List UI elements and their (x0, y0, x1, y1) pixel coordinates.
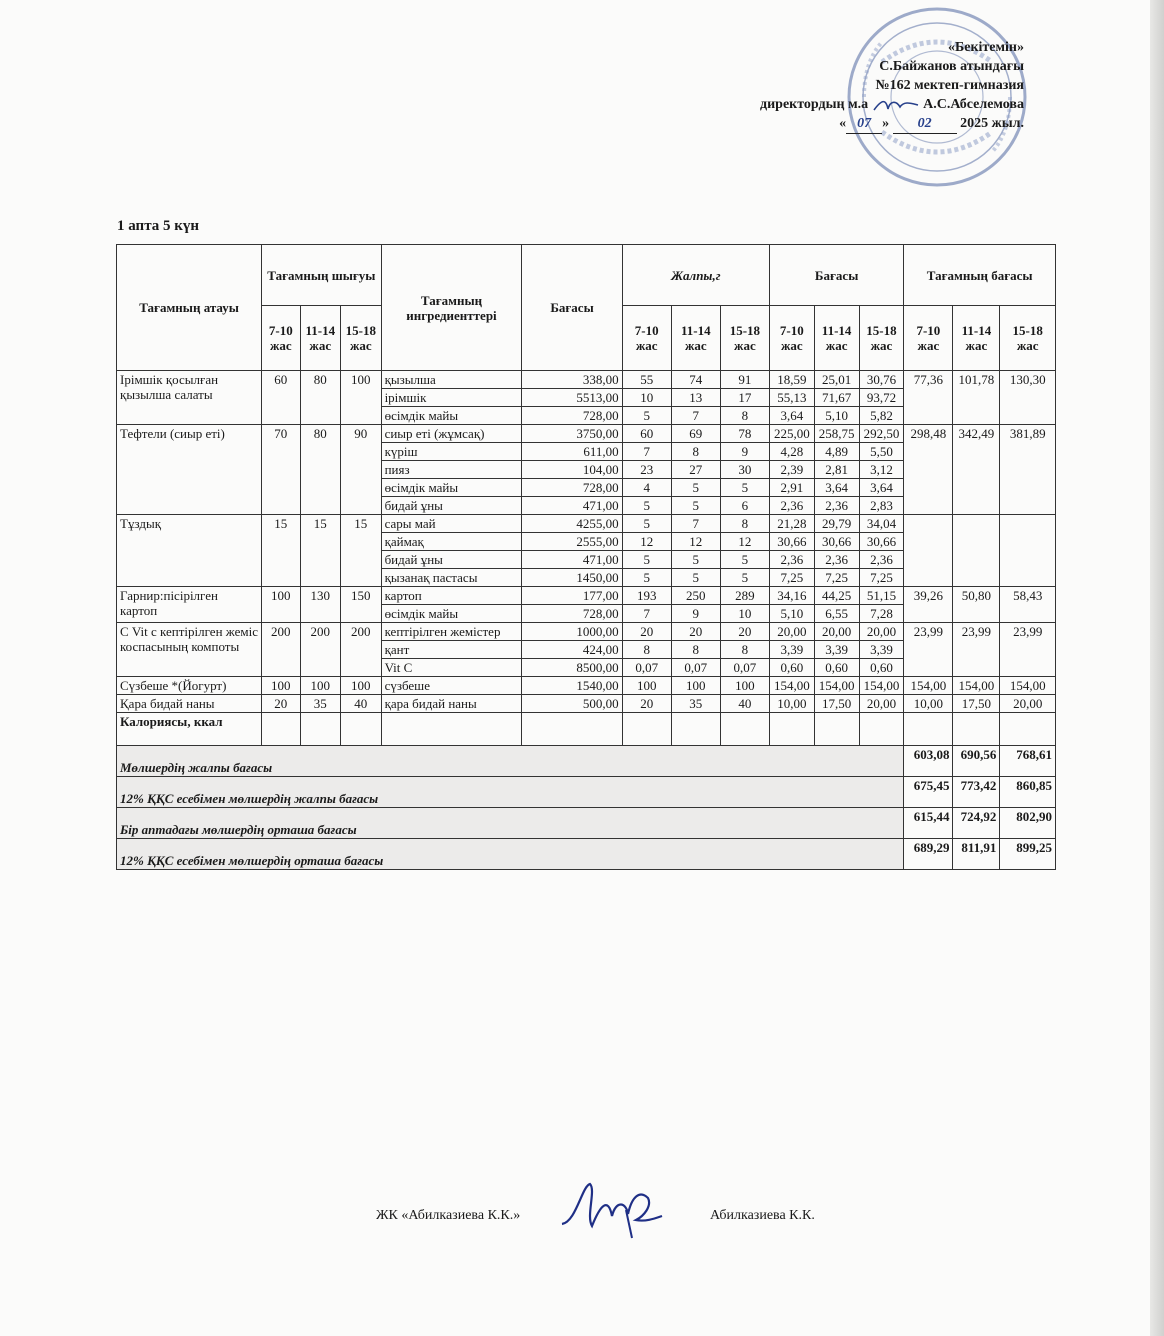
gross-weight: 7 (671, 515, 720, 533)
gross-weight: 60 (622, 425, 671, 443)
dish-total-price: 77,36 (904, 371, 953, 425)
ingredient-name: Vit C (381, 659, 522, 677)
ingredient-cost: 6,55 (814, 605, 859, 623)
page-edge-shadow (1150, 0, 1164, 1336)
empty-cell (622, 713, 671, 746)
empty-cell (720, 713, 769, 746)
ingredient-name: күріш (381, 443, 522, 461)
summary-label: Мөлшердің жалпы бағасы (117, 746, 904, 777)
summary-value: 675,45 (904, 777, 953, 808)
gross-weight: 20 (720, 623, 769, 641)
header-age-9: 7-10 жас (904, 306, 953, 371)
empty-cell (522, 713, 622, 746)
ingredient-cost: 20,00 (859, 695, 904, 713)
ingredient-cost: 154,00 (769, 677, 814, 695)
dish-yield: 100 (262, 677, 300, 695)
ingredient-name: сүзбеше (381, 677, 522, 695)
ingredient-cost: 30,66 (769, 533, 814, 551)
gross-weight: 5 (622, 497, 671, 515)
dish-total-price: 130,30 (1000, 371, 1056, 425)
director-name: А.С.Абселемова (923, 97, 1024, 112)
header-gross-weight: Жалпы,г (622, 245, 769, 306)
ingredient-name: картоп (381, 587, 522, 605)
gross-weight: 8 (671, 641, 720, 659)
calories-row (117, 713, 1056, 746)
ingredient-cost: 21,28 (769, 515, 814, 533)
approval-line-3: №162 мектеп-гимназия (875, 78, 1024, 93)
gross-weight: 23 (622, 461, 671, 479)
ingredient-price: 4255,00 (522, 515, 622, 533)
gross-weight: 5 (671, 479, 720, 497)
gross-weight: 69 (671, 425, 720, 443)
footer-signer-name: Абилказиева К.К. (710, 1208, 815, 1223)
director-signature (872, 97, 920, 113)
ingredient-cost: 34,16 (769, 587, 814, 605)
gross-weight: 100 (671, 677, 720, 695)
ingredient-cost: 4,28 (769, 443, 814, 461)
ingredient-price: 471,00 (522, 551, 622, 569)
ingredient-name: қант (381, 641, 522, 659)
ingredient-price: 8500,00 (522, 659, 622, 677)
entrepreneur-signature (556, 1176, 666, 1242)
gross-weight: 9 (720, 443, 769, 461)
header-age-1: 11-14 жас (300, 306, 341, 371)
ingredient-cost: 2,83 (859, 497, 904, 515)
dish-yield: 35 (300, 695, 341, 713)
ingredient-cost: 5,10 (769, 605, 814, 623)
gross-weight: 5 (622, 551, 671, 569)
gross-weight: 12 (622, 533, 671, 551)
summary-value: 724,92 (953, 808, 1000, 839)
dish-yield: 200 (300, 623, 341, 677)
ingredient-name: кептірілген жемістер (381, 623, 522, 641)
dish-total-price (953, 515, 1000, 587)
gross-weight: 17 (720, 389, 769, 407)
ingredient-price: 104,00 (522, 461, 622, 479)
ingredient-cost: 5,82 (859, 407, 904, 425)
gross-weight: 193 (622, 587, 671, 605)
gross-weight: 289 (720, 587, 769, 605)
ingredient-price: 424,00 (522, 641, 622, 659)
footer-entrepreneur: ЖК «Абилказиева К.К.» (376, 1208, 521, 1223)
gross-weight: 8 (720, 515, 769, 533)
dish-total-price: 20,00 (1000, 695, 1056, 713)
dish-yield: 15 (300, 515, 341, 587)
dish-total-price (1000, 515, 1056, 587)
dish-yield: 150 (341, 587, 382, 623)
summary-value: 768,61 (1000, 746, 1056, 777)
dish-name: Гарнир:пісірілген картоп (117, 587, 262, 623)
dish-name: Сүзбеше *(Йогурт) (117, 677, 262, 695)
gross-weight: 8 (720, 641, 769, 659)
gross-weight: 8 (671, 443, 720, 461)
header-dish-name: Тағамның атауы (117, 245, 262, 371)
ingredient-price: 5513,00 (522, 389, 622, 407)
header-dish-price: Тағамның бағасы (904, 245, 1056, 306)
summary-row (117, 808, 1056, 839)
gross-weight: 250 (671, 587, 720, 605)
ingredient-cost: 17,50 (814, 695, 859, 713)
dish-total-price: 17,50 (953, 695, 1000, 713)
header-age-4: 11-14 жас (671, 306, 720, 371)
date-month: 02 (893, 114, 957, 134)
summary-label: 12% ҚҚС есебімен мөлшердің жалпы бағасы (117, 777, 904, 808)
ingredient-name: пияз (381, 461, 522, 479)
dish-yield: 20 (262, 695, 300, 713)
dish-total-price: 23,99 (953, 623, 1000, 677)
ingredient-cost: 30,66 (814, 533, 859, 551)
header-age-10: 11-14 жас (953, 306, 1000, 371)
ingredient-name: өсімдік майы (381, 479, 522, 497)
gross-weight: 0,07 (720, 659, 769, 677)
dish-total-price: 23,99 (904, 623, 953, 677)
ingredient-cost: 3,39 (769, 641, 814, 659)
empty-cell (262, 713, 300, 746)
dish-yield: 100 (262, 587, 300, 623)
summary-value: 802,90 (1000, 808, 1056, 839)
table-row (117, 587, 1056, 605)
ingredient-price: 2555,00 (522, 533, 622, 551)
ingredient-cost: 25,01 (814, 371, 859, 389)
empty-cell (814, 713, 859, 746)
dish-yield: 80 (300, 425, 341, 515)
summary-value: 811,91 (953, 839, 1000, 870)
ingredient-name: бидай ұны (381, 551, 522, 569)
summary-row (117, 839, 1056, 870)
ingredient-cost: 7,25 (769, 569, 814, 587)
gross-weight: 12 (720, 533, 769, 551)
ingredient-cost: 7,25 (814, 569, 859, 587)
dish-total-price: 381,89 (1000, 425, 1056, 515)
ingredient-cost: 154,00 (814, 677, 859, 695)
ingredient-name: өсімдік майы (381, 407, 522, 425)
dish-yield: 60 (262, 371, 300, 425)
dish-total-price: 342,49 (953, 425, 1000, 515)
table-row (117, 515, 1056, 533)
dish-total-price: 58,43 (1000, 587, 1056, 623)
ingredient-cost: 3,64 (814, 479, 859, 497)
ingredient-cost: 2,81 (814, 461, 859, 479)
ingredient-cost: 0,60 (859, 659, 904, 677)
ingredient-name: сары май (381, 515, 522, 533)
dish-total-price: 298,48 (904, 425, 953, 515)
dish-yield: 130 (300, 587, 341, 623)
summary-value: 773,42 (953, 777, 1000, 808)
gross-weight: 5 (671, 569, 720, 587)
summary-value: 615,44 (904, 808, 953, 839)
ingredient-name: бидай ұны (381, 497, 522, 515)
empty-cell (953, 713, 1000, 746)
header-ingredients: Тағамның ингредиенттері (381, 245, 522, 371)
empty-cell (769, 713, 814, 746)
table-row (117, 695, 1056, 713)
approval-line-1: «Бекітемін» (947, 40, 1024, 55)
week-day-title: 1 апта 5 күн (117, 218, 200, 234)
dish-yield: 70 (262, 425, 300, 515)
dish-name: Қара бидай наны (117, 695, 262, 713)
ingredient-price: 177,00 (522, 587, 622, 605)
ingredient-price: 728,00 (522, 479, 622, 497)
gross-weight: 100 (720, 677, 769, 695)
gross-weight: 5 (720, 551, 769, 569)
summary-label: Бір аптадағы мөлшердің орташа бағасы (117, 808, 904, 839)
header-age-11: 15-18 жас (1000, 306, 1056, 371)
date-year: 2025 жыл. (960, 116, 1024, 131)
ingredient-cost: 2,39 (769, 461, 814, 479)
empty-cell (300, 713, 341, 746)
gross-weight: 100 (622, 677, 671, 695)
ingredient-cost: 30,76 (859, 371, 904, 389)
ingredient-cost: 10,00 (769, 695, 814, 713)
ingredient-name: өсімдік майы (381, 605, 522, 623)
ingredient-name: қара бидай наны (381, 695, 522, 713)
dish-yield: 200 (341, 623, 382, 677)
dish-yield: 15 (341, 515, 382, 587)
header-price: Бағасы (522, 245, 622, 371)
ingredient-cost: 2,36 (769, 551, 814, 569)
ingredient-price: 1000,00 (522, 623, 622, 641)
table-row (117, 425, 1056, 443)
empty-cell (671, 713, 720, 746)
header-age-2: 15-18 жас (341, 306, 382, 371)
empty-cell (859, 713, 904, 746)
ingredient-cost: 2,36 (814, 551, 859, 569)
gross-weight: 20 (622, 695, 671, 713)
ingredient-cost: 7,25 (859, 569, 904, 587)
ingredient-cost: 51,15 (859, 587, 904, 605)
empty-cell (1000, 713, 1056, 746)
gross-weight: 7 (671, 407, 720, 425)
dish-name: С Vit с кептірілген жеміс коспасының компоты (117, 623, 262, 677)
approval-block (760, 38, 1024, 134)
gross-weight: 10 (622, 389, 671, 407)
header-age-8: 15-18 жас (859, 306, 904, 371)
dish-yield: 90 (341, 425, 382, 515)
summary-value: 899,25 (1000, 839, 1056, 870)
empty-cell (341, 713, 382, 746)
dish-total-price: 154,00 (904, 677, 953, 695)
dish-yield: 100 (341, 677, 382, 695)
dish-yield: 15 (262, 515, 300, 587)
ingredient-cost: 3,39 (814, 641, 859, 659)
summary-row (117, 746, 1056, 777)
dish-name: Тұздық (117, 515, 262, 587)
ingredient-cost: 34,04 (859, 515, 904, 533)
gross-weight: 91 (720, 371, 769, 389)
gross-weight: 0,07 (671, 659, 720, 677)
ingredient-cost: 2,36 (814, 497, 859, 515)
ingredient-name: қызанақ пастасы (381, 569, 522, 587)
gross-weight: 4 (622, 479, 671, 497)
dish-total-price: 10,00 (904, 695, 953, 713)
summary-value: 690,56 (953, 746, 1000, 777)
gross-weight: 7 (622, 605, 671, 623)
dish-total-price (904, 515, 953, 587)
dish-yield: 80 (300, 371, 341, 425)
ingredient-cost: 225,00 (769, 425, 814, 443)
empty-cell (381, 713, 522, 746)
header-row (117, 245, 1056, 306)
ingredient-name: қызылша (381, 371, 522, 389)
gross-weight: 8 (720, 407, 769, 425)
ingredient-cost: 93,72 (859, 389, 904, 407)
gross-weight: 35 (671, 695, 720, 713)
gross-weight: 20 (671, 623, 720, 641)
header-yield: Тағамның шығуы (262, 245, 381, 306)
gross-weight: 5 (720, 479, 769, 497)
dish-total-price: 50,80 (953, 587, 1000, 623)
dish-total-price: 39,26 (904, 587, 953, 623)
empty-cell (904, 713, 953, 746)
table-row (117, 677, 1056, 695)
ingredient-price: 471,00 (522, 497, 622, 515)
date-day: 07 (846, 114, 882, 134)
gross-weight: 30 (720, 461, 769, 479)
summary-value: 603,08 (904, 746, 953, 777)
dish-yield: 40 (341, 695, 382, 713)
ingredient-cost: 2,91 (769, 479, 814, 497)
ingredient-cost: 5,10 (814, 407, 859, 425)
menu-table (116, 244, 1056, 870)
header-age-7: 11-14 жас (814, 306, 859, 371)
gross-weight: 5 (671, 551, 720, 569)
gross-weight: 6 (720, 497, 769, 515)
ingredient-cost: 71,67 (814, 389, 859, 407)
ingredient-cost: 2,36 (769, 497, 814, 515)
gross-weight: 5 (622, 407, 671, 425)
summary-row (117, 777, 1056, 808)
dish-total-price: 23,99 (1000, 623, 1056, 677)
table-row (117, 371, 1056, 389)
ingredient-cost: 7,28 (859, 605, 904, 623)
gross-weight: 27 (671, 461, 720, 479)
gross-weight: 40 (720, 695, 769, 713)
approval-line-2: С.Байжанов атындағы (879, 59, 1024, 74)
ingredient-cost: 5,50 (859, 443, 904, 461)
ingredient-cost: 18,59 (769, 371, 814, 389)
summary-value: 860,85 (1000, 777, 1056, 808)
header-age-3: 7-10 жас (622, 306, 671, 371)
ingredient-cost: 4,89 (814, 443, 859, 461)
gross-weight: 12 (671, 533, 720, 551)
ingredient-price: 1540,00 (522, 677, 622, 695)
gross-weight: 8 (622, 641, 671, 659)
ingredient-name: қаймақ (381, 533, 522, 551)
ingredient-price: 500,00 (522, 695, 622, 713)
dish-total-price: 101,78 (953, 371, 1000, 425)
dish-yield: 100 (341, 371, 382, 425)
ingredient-cost: 20,00 (859, 623, 904, 641)
dish-total-price: 154,00 (1000, 677, 1056, 695)
ingredient-cost: 258,75 (814, 425, 859, 443)
gross-weight: 10 (720, 605, 769, 623)
ingredient-price: 728,00 (522, 407, 622, 425)
gross-weight: 5 (622, 515, 671, 533)
summary-value: 689,29 (904, 839, 953, 870)
gross-weight: 20 (622, 623, 671, 641)
ingredient-cost: 0,60 (769, 659, 814, 677)
ingredient-cost: 30,66 (859, 533, 904, 551)
gross-weight: 74 (671, 371, 720, 389)
ingredient-cost: 3,12 (859, 461, 904, 479)
ingredient-cost: 0,60 (814, 659, 859, 677)
ingredient-cost: 44,25 (814, 587, 859, 605)
ingredient-cost: 20,00 (814, 623, 859, 641)
ingredient-price: 3750,00 (522, 425, 622, 443)
gross-weight: 0,07 (622, 659, 671, 677)
ingredient-cost: 3,39 (859, 641, 904, 659)
calories-label: Калориясы, ккал (117, 713, 262, 746)
ingredient-price: 728,00 (522, 605, 622, 623)
summary-label: 12% ҚҚС есебімен мөлшердің орташа бағасы (117, 839, 904, 870)
gross-weight: 9 (671, 605, 720, 623)
ingredient-cost: 2,36 (859, 551, 904, 569)
gross-weight: 5 (720, 569, 769, 587)
ingredient-cost: 154,00 (859, 677, 904, 695)
gross-weight: 78 (720, 425, 769, 443)
header-cost: Бағасы (769, 245, 903, 306)
ingredient-cost: 3,64 (859, 479, 904, 497)
ingredient-name: сиыр еті (жұмсақ) (381, 425, 522, 443)
dish-name: Тефтели (сиыр еті) (117, 425, 262, 515)
ingredient-cost: 29,79 (814, 515, 859, 533)
gross-weight: 13 (671, 389, 720, 407)
dish-name: Ірімшік қосылған қызылша салаты (117, 371, 262, 425)
table-row (117, 623, 1056, 641)
ingredient-price: 338,00 (522, 371, 622, 389)
header-age-6: 7-10 жас (769, 306, 814, 371)
gross-weight: 5 (622, 569, 671, 587)
ingredient-cost: 292,50 (859, 425, 904, 443)
dish-yield: 100 (300, 677, 341, 695)
header-age-5: 15-18 жас (720, 306, 769, 371)
dish-yield: 200 (262, 623, 300, 677)
ingredient-name: ірімшік (381, 389, 522, 407)
ingredient-cost: 20,00 (769, 623, 814, 641)
gross-weight: 7 (622, 443, 671, 461)
ingredient-cost: 55,13 (769, 389, 814, 407)
ingredient-price: 1450,00 (522, 569, 622, 587)
gross-weight: 55 (622, 371, 671, 389)
approval-line-4 (760, 95, 1024, 114)
header-age-0: 7-10 жас (262, 306, 300, 371)
gross-weight: 5 (671, 497, 720, 515)
approval-date: « 07 » 02 2025 жыл. (760, 114, 1024, 134)
director-label: директордың м.а (760, 97, 869, 112)
dish-total-price: 154,00 (953, 677, 1000, 695)
ingredient-cost: 3,64 (769, 407, 814, 425)
ingredient-price: 611,00 (522, 443, 622, 461)
